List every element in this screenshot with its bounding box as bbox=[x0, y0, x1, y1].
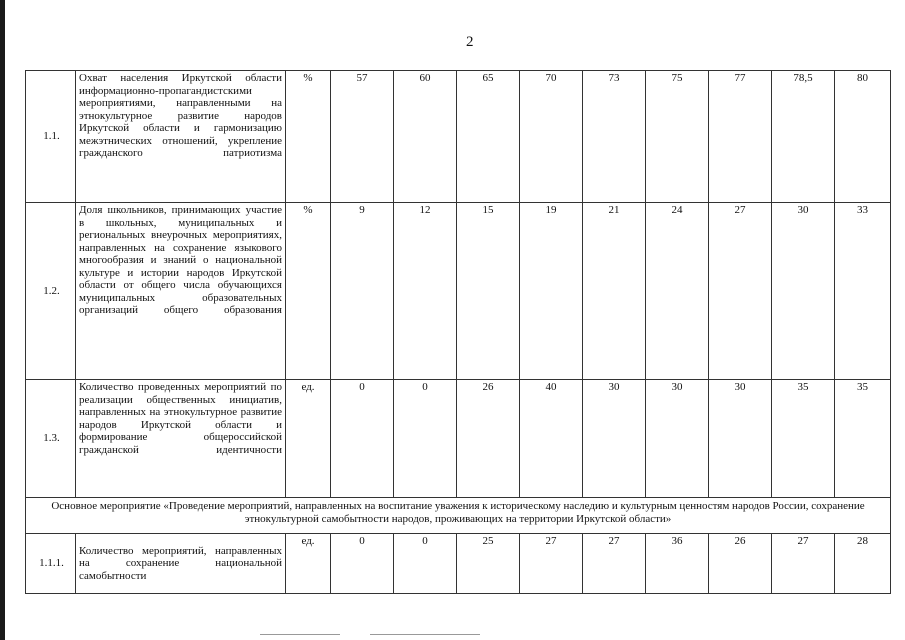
value-cell: 60 bbox=[394, 71, 457, 203]
value-cell: 33 bbox=[835, 203, 891, 380]
value-cell: 12 bbox=[394, 203, 457, 380]
value-cell: 40 bbox=[520, 380, 583, 498]
unit-cell: % bbox=[286, 203, 331, 380]
value-cell: 0 bbox=[331, 380, 394, 498]
indicator-description: Доля школьников, принимающих участие в школьных, муниципальных и региональных внеурочных мероприятиях, направленных на сохранение языкового многообразия и знаний о национальной культуре и истории народов Иркутской области от общего числа обучающихся муниципальных образовательных организаций общего образования bbox=[76, 203, 286, 380]
indicator-description: Количество проведенных мероприятий по реализации общественных инициатив, направленных на этнокультурное развитие народов Иркутской области и формирование общероссийской гражданской идентичности bbox=[76, 380, 286, 498]
indicators-table bbox=[25, 70, 891, 594]
value-cell: 27 bbox=[583, 534, 646, 594]
value-cell: 30 bbox=[709, 380, 772, 498]
table-row bbox=[26, 203, 891, 380]
row-number: 1.1.1. bbox=[26, 534, 76, 594]
section-heading: Основное мероприятие «Проведение мероприятий, направленных на воспитание уважения к историческому наследию и культурным ценностям народов России, сохранение этнокультурной самобытности народов, проживающих на территории Иркутской области» bbox=[26, 498, 891, 534]
page-number: 2 bbox=[466, 34, 474, 50]
value-cell: 25 bbox=[457, 534, 520, 594]
value-cell: 35 bbox=[772, 380, 835, 498]
row-number: 1.2. bbox=[26, 203, 76, 380]
value-cell: 0 bbox=[331, 534, 394, 594]
unit-cell: ед. bbox=[286, 380, 331, 498]
value-cell: 9 bbox=[331, 203, 394, 380]
value-cell: 77 bbox=[709, 71, 772, 203]
indicator-description: Охват населения Иркутской области информационно-пропагандистскими мероприятиями, направленными на этнокультурное развитие народов Иркутской области и гармонизацию межэтнических отношений, укрепление гражданского патриотизма bbox=[76, 71, 286, 203]
value-cell: 21 bbox=[583, 203, 646, 380]
value-cell: 27 bbox=[709, 203, 772, 380]
value-cell: 28 bbox=[835, 534, 891, 594]
value-cell: 19 bbox=[520, 203, 583, 380]
value-cell: 70 bbox=[520, 71, 583, 203]
value-cell: 80 bbox=[835, 71, 891, 203]
value-cell: 35 bbox=[835, 380, 891, 498]
value-cell: 75 bbox=[646, 71, 709, 203]
value-cell: 57 bbox=[331, 71, 394, 203]
bottom-rule bbox=[260, 634, 340, 635]
value-cell: 27 bbox=[520, 534, 583, 594]
bottom-rule bbox=[370, 634, 480, 635]
value-cell: 30 bbox=[772, 203, 835, 380]
unit-cell: % bbox=[286, 71, 331, 203]
unit-cell: ед. bbox=[286, 534, 331, 594]
value-cell: 73 bbox=[583, 71, 646, 203]
value-cell: 0 bbox=[394, 380, 457, 498]
value-cell: 30 bbox=[646, 380, 709, 498]
value-cell: 24 bbox=[646, 203, 709, 380]
table-row bbox=[26, 71, 891, 203]
value-cell: 0 bbox=[394, 534, 457, 594]
table-row bbox=[26, 534, 891, 594]
row-number: 1.3. bbox=[26, 380, 76, 498]
value-cell: 26 bbox=[457, 380, 520, 498]
value-cell: 15 bbox=[457, 203, 520, 380]
value-cell: 36 bbox=[646, 534, 709, 594]
left-margin-bar bbox=[0, 0, 5, 640]
value-cell: 30 bbox=[583, 380, 646, 498]
indicator-description: Количество мероприятий, направленных на сохранение национальной самобытности bbox=[76, 534, 286, 594]
value-cell: 26 bbox=[709, 534, 772, 594]
table-row bbox=[26, 380, 891, 498]
value-cell: 27 bbox=[772, 534, 835, 594]
value-cell: 65 bbox=[457, 71, 520, 203]
section-row bbox=[26, 498, 891, 534]
row-number: 1.1. bbox=[26, 71, 76, 203]
value-cell: 78,5 bbox=[772, 71, 835, 203]
